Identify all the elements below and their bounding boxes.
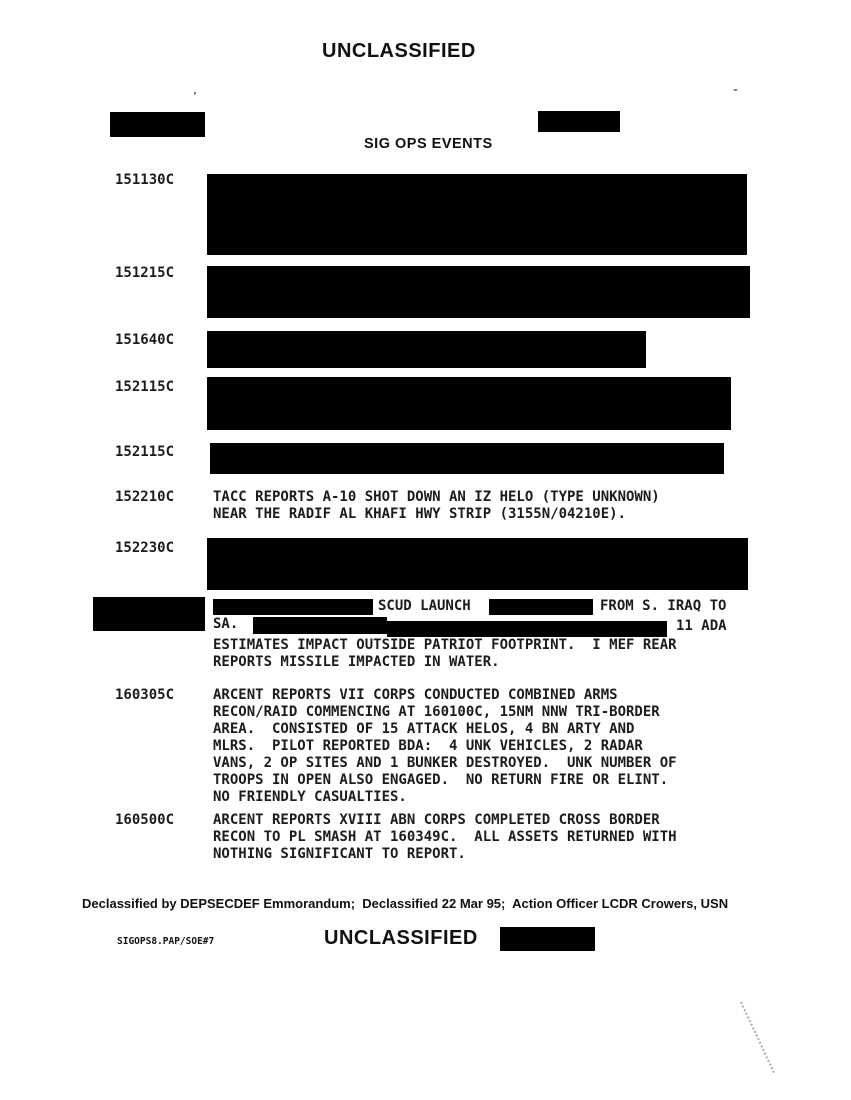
page-title: SIG OPS EVENTS xyxy=(364,136,493,152)
event-text-line: AREA. CONSISTED OF 15 ATTACK HELOS, 4 BN ARTY AND xyxy=(213,721,635,737)
event-text-line: VANS, 2 OP SITES AND 1 BUNKER DESTROYED. UNK NUMBER OF xyxy=(213,755,677,771)
event-timestamp: 151130C xyxy=(115,172,175,188)
event-timestamp: 160500C xyxy=(115,812,175,828)
event-text-line: ESTIMATES IMPACT OUTSIDE PATRIOT FOOTPRINT. I MEF REAR xyxy=(213,637,677,653)
event-text-fragment: SA. xyxy=(213,616,239,632)
event-text-line: NOTHING SIGNIFICANT TO REPORT. xyxy=(213,846,466,862)
event-text-line: TROOPS IN OPEN ALSO ENGAGED. NO RETURN FIRE OR ELINT. xyxy=(213,772,669,788)
top-classification-banner: UNCLASSIFIED xyxy=(322,40,476,62)
declassification-note: Declassified by DEPSECDEF Emmorandum; Declassified 22 Mar 95; Action Officer LCDR Crowers, USN xyxy=(82,896,729,911)
scan-artifact-mark: - xyxy=(733,82,739,98)
redacted-event-body xyxy=(207,377,731,430)
redacted-event-body xyxy=(207,266,750,318)
redaction-bar-inline xyxy=(387,621,667,637)
redacted-event-body xyxy=(207,174,747,255)
redaction-bar-header-left xyxy=(110,112,205,137)
event-timestamp: 151640C xyxy=(115,332,175,348)
event-timestamp: 152210C xyxy=(115,489,175,505)
redacted-event-body xyxy=(207,538,748,590)
document-file-reference: SIGOPS8.PAP/SOE#7 xyxy=(117,936,215,947)
redaction-bar-inline xyxy=(213,599,373,615)
redaction-bar-inline xyxy=(253,617,387,634)
event-text-fragment: FROM S. IRAQ TO xyxy=(600,598,727,614)
event-text-fragment: SCUD LAUNCH xyxy=(378,598,471,614)
event-text-line: MLRS. PILOT REPORTED BDA: 4 UNK VEHICLES, 2 RADAR xyxy=(213,738,643,754)
redacted-event-body xyxy=(207,331,646,368)
event-text-fragment: 11 ADA xyxy=(676,618,727,634)
event-text-line: RECON/RAID COMMENCING AT 160100C, 15NM NNW TRI-BORDER xyxy=(213,704,660,720)
event-timestamp: 152230C xyxy=(115,540,175,556)
redacted-event-timestamp xyxy=(93,597,205,631)
event-text-line: ARCENT REPORTS XVIII ABN CORPS COMPLETED CROSS BORDER xyxy=(213,812,660,828)
event-text-line: REPORTS MISSILE IMPACTED IN WATER. xyxy=(213,654,500,670)
redaction-bar-header-right xyxy=(538,111,620,132)
event-timestamp: 152115C xyxy=(115,444,175,460)
bottom-classification-banner: UNCLASSIFIED xyxy=(324,927,478,949)
event-timestamp: 152115C xyxy=(115,379,175,395)
scan-artifact-mark: ’ xyxy=(193,90,197,104)
event-text-line: NEAR THE RADIF AL KHAFI HWY STRIP (3155N/04210E). xyxy=(213,506,627,522)
redaction-bar-footer xyxy=(500,927,595,951)
event-timestamp: 151215C xyxy=(115,265,175,281)
redaction-bar-inline xyxy=(489,599,593,615)
scan-artifact-scratch xyxy=(740,1002,775,1074)
event-text-line: NO FRIENDLY CASUALTIES. xyxy=(213,789,407,805)
event-timestamp: 160305C xyxy=(115,687,175,703)
event-text-line: RECON TO PL SMASH AT 160349C. ALL ASSETS RETURNED WITH xyxy=(213,829,677,845)
event-text-line: ARCENT REPORTS VII CORPS CONDUCTED COMBINED ARMS xyxy=(213,687,618,703)
event-text-line: TACC REPORTS A-10 SHOT DOWN AN IZ HELO (TYPE UNKNOWN) xyxy=(213,489,660,505)
redacted-event-body xyxy=(210,443,724,474)
